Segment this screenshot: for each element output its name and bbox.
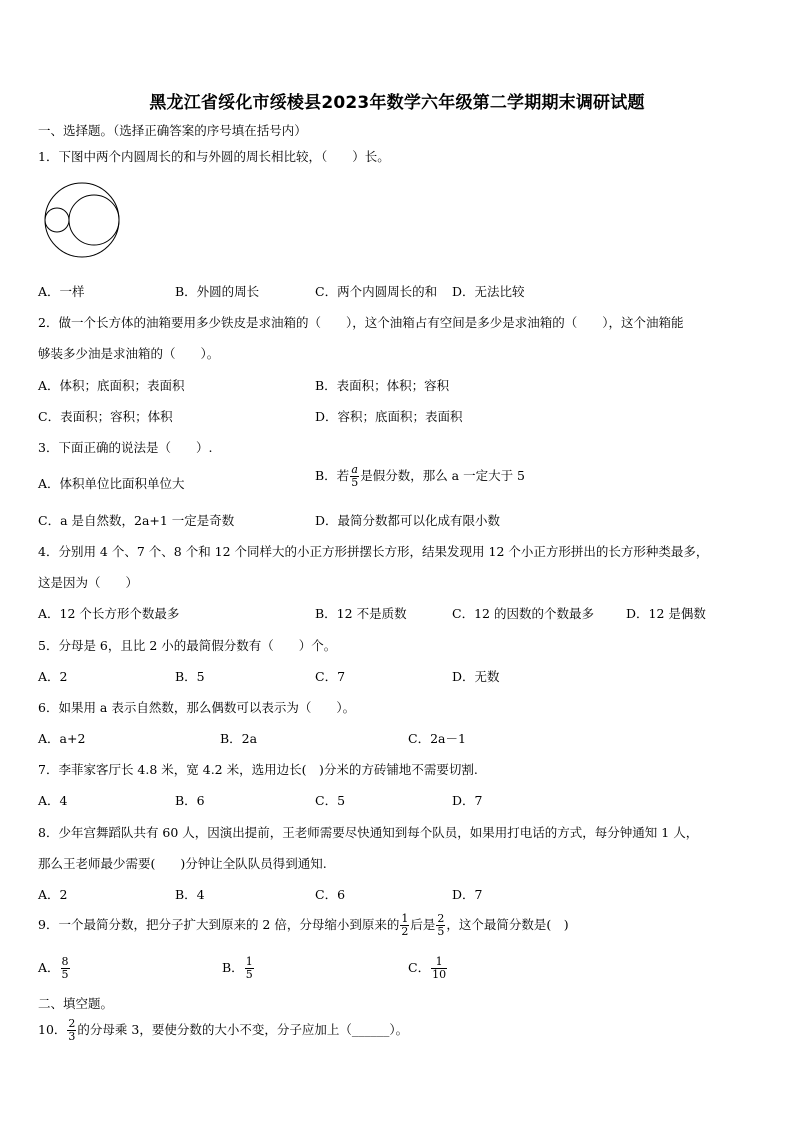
q9-stem xyxy=(38,913,569,938)
fraction-1-over-2: $\frac{1}{2}$ xyxy=(401,912,409,938)
q3-option-b-prefix: B．若 xyxy=(315,468,350,483)
q4-option-a[interactable]: A．12 个长方形个数最多 xyxy=(38,606,180,621)
q9-option-a[interactable] xyxy=(38,956,71,981)
q3-option-b-suffix: 是假分数，那么 a 一定大于 5 xyxy=(360,468,526,483)
q9-stem-mid: 后是 xyxy=(410,917,436,932)
q10-label: 10． xyxy=(38,1022,67,1037)
q6-option-c[interactable]: C．2a－1 xyxy=(408,731,466,746)
q6-option-a[interactable]: A．a+2 xyxy=(38,731,86,746)
circles-figure xyxy=(44,182,124,261)
q8-stem-line1: 8．少年宫舞蹈队共有 60 人，因演出提前，王老师需要尽快通知到每个队员，如果用打电话的方式，每分钟通知 1 人， xyxy=(38,825,699,840)
q9-stem-pre: 9．一个最简分数，把分子扩大到原来的 2 倍，分母缩小到原来的 xyxy=(38,917,400,932)
q3-option-c[interactable]: C．a 是自然数，2a+1 一定是奇数 xyxy=(38,513,235,528)
q8-stem-line2: 那么王老师最少需要( )分钟让全队队员得到通知. xyxy=(38,856,327,871)
q5-option-b[interactable]: B．5 xyxy=(175,669,205,684)
q7-option-b[interactable]: B．6 xyxy=(175,793,205,808)
q4-stem-line2: 这是因为（ ） xyxy=(38,575,139,590)
fraction-8-over-5: $\frac{8}{5}$ xyxy=(61,955,69,981)
q3-stem: 3．下面正确的说法是（ ）. xyxy=(38,440,213,455)
outer-circle xyxy=(45,183,119,257)
q6-option-b[interactable]: B．2a xyxy=(220,731,258,746)
q2-option-c[interactable]: C．表面积；容积；体积 xyxy=(38,409,173,424)
q1-option-d[interactable]: D．无法比较 xyxy=(452,284,525,299)
q4-stem-line1: 4．分别用 4 个、7 个、8 个和 12 个同样大的小正方形拼摆长方形，结果发现用 12 个小正方形拼出的长方形种类最多， xyxy=(38,544,709,559)
large-inner-circle xyxy=(69,195,119,245)
q7-stem: 7．李菲家客厅长 4.8 米，宽 4.2 米，选用边长( )分米的方砖铺地不需要切割. xyxy=(38,762,478,777)
q8-option-c[interactable]: C．6 xyxy=(315,887,346,902)
q10-stem xyxy=(38,1018,408,1043)
q5-option-a[interactable]: A．2 xyxy=(38,669,68,684)
q7-option-a[interactable]: A．4 xyxy=(38,793,68,808)
q6-stem: 6．如果用 a 表示自然数，那么偶数可以表示为（ ）。 xyxy=(38,700,356,715)
small-inner-circle xyxy=(45,208,69,232)
q1-option-a[interactable]: A．一样 xyxy=(38,284,85,299)
q4-option-d[interactable]: D．12 是偶数 xyxy=(626,606,706,621)
q9-option-b-label: B． xyxy=(222,960,244,975)
q2-stem-line1: 2．做一个长方体的油箱要用多少铁皮是求油箱的（ ），这个油箱占有空间是多少是求油箱的（ ），这个油箱能 xyxy=(38,315,684,330)
q7-option-d[interactable]: D．7 xyxy=(452,793,483,808)
q9-option-c-label: C． xyxy=(408,960,431,975)
q7-option-c[interactable]: C．5 xyxy=(315,793,346,808)
fraction-1-over-5: $\frac{1}{5}$ xyxy=(245,955,253,981)
q1-stem: 1．下图中两个内圆周长的和与外圆的周长相比较，（ ）长。 xyxy=(38,149,390,164)
q2-option-b[interactable]: B．表面积；体积；容积 xyxy=(315,378,450,393)
q8-option-b[interactable]: B．4 xyxy=(175,887,205,902)
q5-option-c[interactable]: C．7 xyxy=(315,669,346,684)
page-title: 黑龙江省绥化市绥棱县2023年数学六年级第二学期期末调研试题 xyxy=(149,93,645,113)
q8-option-d[interactable]: D．7 xyxy=(452,887,483,902)
fraction-1-over-10: $\frac{1}{10}$ xyxy=(432,955,447,981)
fraction-a-over-5: $\frac{a}{5}$ xyxy=(351,463,359,489)
q2-option-a[interactable]: A．体积；底面积；表面积 xyxy=(38,378,185,393)
q3-option-b[interactable] xyxy=(315,464,525,489)
q9-option-a-label: A． xyxy=(38,960,60,975)
q1-option-c[interactable]: C．两个内圆周长的和 xyxy=(315,284,438,299)
q5-stem: 5．分母是 6，且比 2 小的最简假分数有（ ）个。 xyxy=(38,638,337,653)
q9-option-c[interactable] xyxy=(408,956,448,981)
q1-option-b[interactable]: B．外圆的周长 xyxy=(175,284,260,299)
q4-option-c[interactable]: C．12 的因数的个数最多 xyxy=(452,606,594,621)
q2-stem-line2: 够装多少油是求油箱的（ ）。 xyxy=(38,346,220,361)
q9-option-b[interactable] xyxy=(222,956,255,981)
q3-option-a[interactable]: A．体积单位比面积单位大 xyxy=(38,476,185,491)
fraction-2-over-5: $\frac{2}{5}$ xyxy=(437,912,445,938)
q8-option-a[interactable]: A．2 xyxy=(38,887,68,902)
q2-option-d[interactable]: D．容积；底面积；表面积 xyxy=(315,409,463,424)
section-choice-heading: 一、选择题。（选择正确答案的序号填在括号内） xyxy=(38,123,307,138)
fraction-2-over-3: $\frac{2}{3}$ xyxy=(68,1017,76,1043)
q4-option-b[interactable]: B．12 不是质数 xyxy=(315,606,407,621)
q5-option-d[interactable]: D．无数 xyxy=(452,669,500,684)
q10-stem-text: 的分母乘 3，要使分数的大小不变，分子应加上（______）。 xyxy=(77,1022,409,1037)
q3-option-d[interactable]: D．最简分数都可以化成有限小数 xyxy=(315,513,501,528)
q9-stem-post: ，这个最简分数是( ) xyxy=(446,917,569,932)
section-fill-heading: 二、填空题。 xyxy=(38,996,114,1011)
